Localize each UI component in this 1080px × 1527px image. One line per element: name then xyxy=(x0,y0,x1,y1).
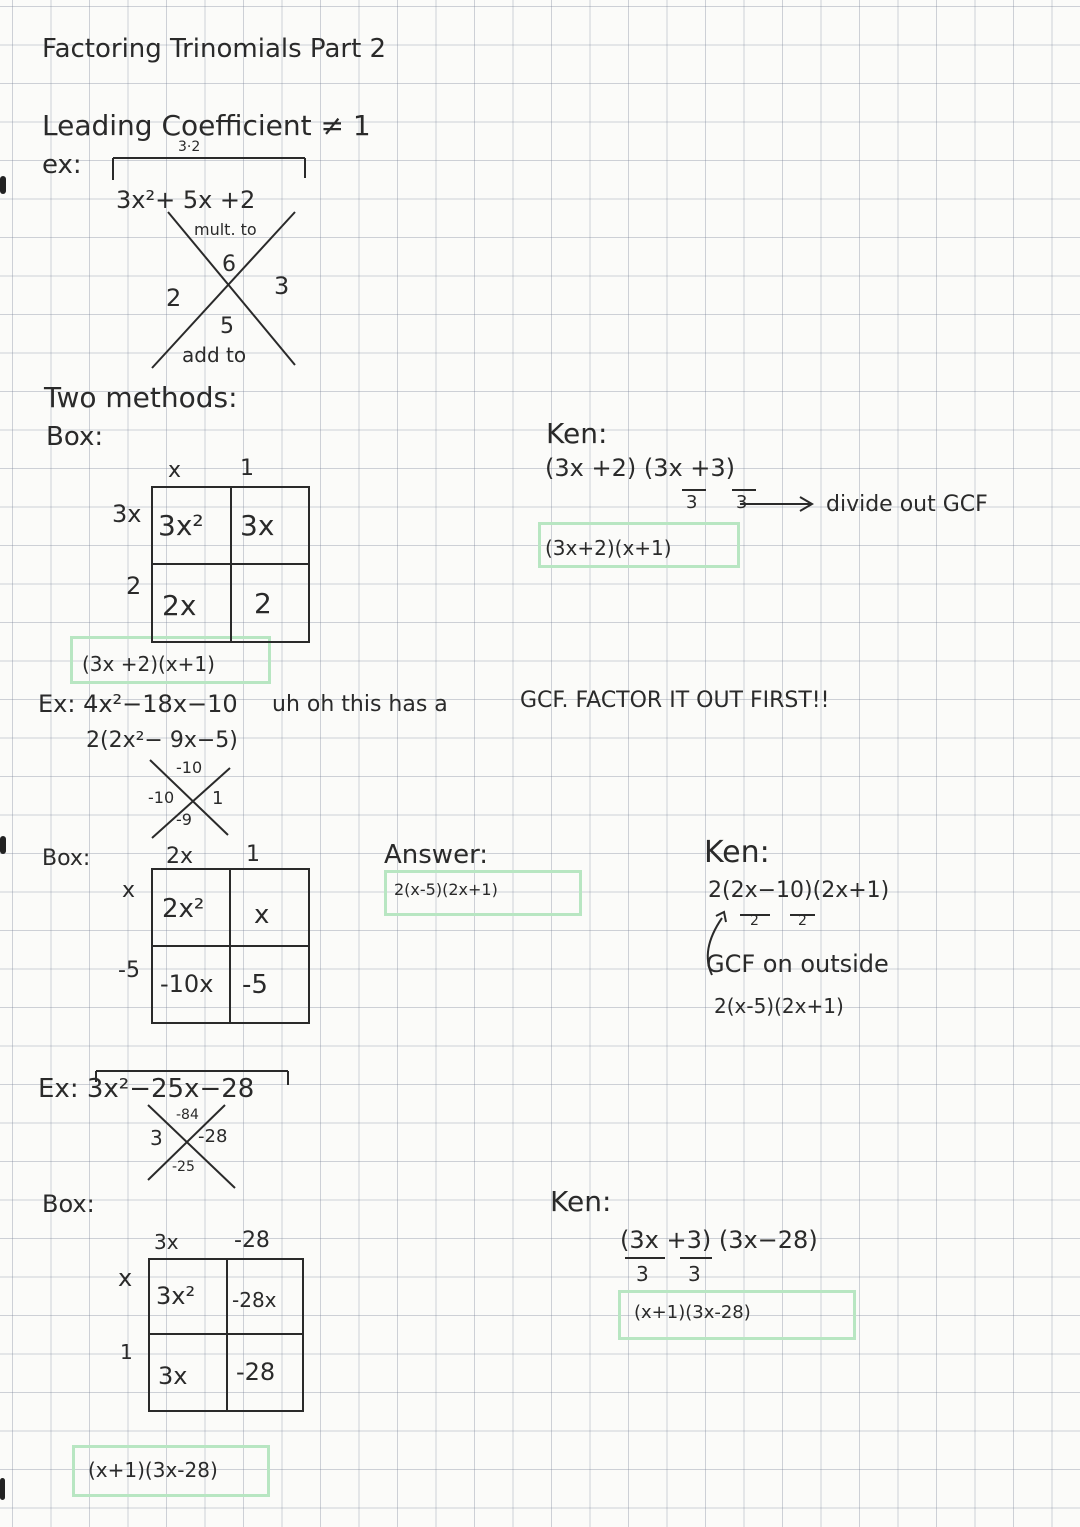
ken-denominator: 2 xyxy=(750,913,759,929)
box-row-header: 1 xyxy=(120,1340,133,1364)
ken-denominator: 2 xyxy=(798,913,807,929)
box-cell: -5 xyxy=(242,970,268,1000)
ken-denominator: 3 xyxy=(688,1262,701,1286)
answer-value: 2(x-5)(2x+1) xyxy=(394,880,498,899)
x-diagram-bottom: -25 xyxy=(172,1159,195,1175)
gcf-note: uh oh this has a xyxy=(272,692,448,717)
ken-expression: (3x +2) (3x +3) xyxy=(545,454,736,482)
ken-denominator: 3 xyxy=(686,492,698,513)
ken-label: Ken: xyxy=(550,1185,612,1218)
ken-answer: (3x+2)(x+1) xyxy=(545,536,672,560)
box-col-header: 2x xyxy=(166,844,194,869)
ex-label: ex: xyxy=(42,150,82,180)
x-diagram-top: -10 xyxy=(176,758,203,777)
box-divider xyxy=(226,1260,228,1410)
x-diagram-left: 2 xyxy=(166,284,182,312)
factored-expression: 2(2x²− 9x−5) xyxy=(86,728,238,753)
box-label: Box: xyxy=(46,422,104,452)
x-diagram-right: 3 xyxy=(274,272,290,300)
methods-heading: Two methods: xyxy=(44,381,238,414)
ken-denominator: 3 xyxy=(636,1262,649,1286)
box-cell: -28 xyxy=(236,1358,276,1386)
box-label: Box: xyxy=(42,1190,95,1218)
box-row-header: x xyxy=(122,878,136,903)
box-col-header: 3x xyxy=(154,1230,179,1254)
box-col-header: x xyxy=(168,458,182,483)
example-expression: Ex: 3x²−25x−28 xyxy=(38,1074,255,1104)
box-cell: 2 xyxy=(254,587,272,620)
box-label: Box: xyxy=(42,846,91,871)
box-cell: 3x² xyxy=(158,509,204,542)
ken-gcf-note: GCF on outside xyxy=(706,950,889,978)
box-cell: 3x xyxy=(240,509,275,542)
box-col-header: -28 xyxy=(234,1228,270,1253)
x-diagram-top: -84 xyxy=(176,1107,199,1123)
box-divider xyxy=(153,945,308,947)
ken-label: Ken: xyxy=(704,835,770,870)
answer-label: Answer: xyxy=(384,840,489,870)
box-divider xyxy=(150,1333,302,1335)
box-row-header: 2 xyxy=(126,572,142,600)
box-cell: 3x² xyxy=(156,1282,196,1310)
box-row-header: x xyxy=(118,1264,133,1292)
example-expression: Ex: 4x²−18x−10 xyxy=(38,690,238,718)
x-diagram-mult-label: mult. to xyxy=(194,220,257,239)
ken-expression: (3x +3) (3x−28) xyxy=(620,1226,818,1254)
box-cell: 2x xyxy=(162,589,197,622)
x-diagram-left: 3 xyxy=(150,1126,163,1150)
box-cell: x xyxy=(254,900,270,930)
box-answer: (x+1)(3x-28) xyxy=(88,1458,218,1482)
ken-answer: 2(x-5)(2x+1) xyxy=(714,994,844,1018)
box-col-header: 1 xyxy=(240,456,254,481)
box-divider xyxy=(153,563,308,565)
product-note: 3·2 xyxy=(178,139,201,155)
box-answer: (3x +2)(x+1) xyxy=(82,652,215,676)
box-row-header: -5 xyxy=(118,958,140,983)
box-cell: -10x xyxy=(160,970,214,998)
box-cell: -28x xyxy=(232,1288,277,1312)
box-cell: 2x² xyxy=(162,894,205,924)
x-diagram-add-label: add to xyxy=(182,343,247,367)
x-diagram-bottom: -9 xyxy=(176,810,192,829)
box-cell: 3x xyxy=(158,1362,188,1390)
ken-expression: 2(2x−10)(2x+1) xyxy=(708,878,890,903)
page-title: Factoring Trinomials Part 2 xyxy=(42,34,387,64)
expression: 3x²+ 5x +2 xyxy=(116,186,256,214)
box-row-header: 3x xyxy=(112,500,142,528)
x-diagram-right: -28 xyxy=(198,1126,228,1147)
ken-label: Ken: xyxy=(546,417,608,450)
x-diagram-right: 1 xyxy=(212,788,224,809)
gcf-warning: GCF. FACTOR IT OUT FIRST!! xyxy=(520,688,830,713)
ken-answer: (x+1)(3x-28) xyxy=(634,1302,751,1323)
x-diagram-left: -10 xyxy=(148,788,175,807)
ken-arrow-note: divide out GCF xyxy=(826,492,988,517)
ken-denominator: 3 xyxy=(736,492,748,513)
x-diagram-bottom: 5 xyxy=(220,314,234,339)
section-heading: Leading Coefficient ≠ 1 xyxy=(42,109,371,142)
box-col-header: 1 xyxy=(246,842,260,867)
box-grid xyxy=(151,868,310,1024)
x-diagram-top: 6 xyxy=(222,252,236,277)
